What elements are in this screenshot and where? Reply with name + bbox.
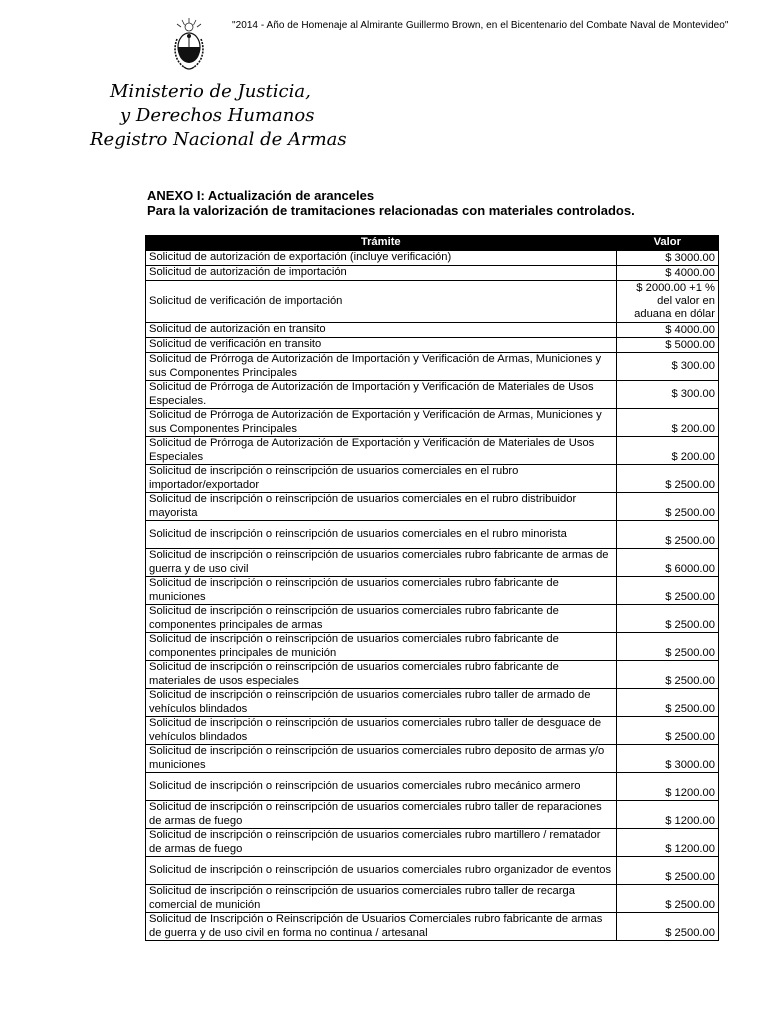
table-row xyxy=(146,465,719,493)
cell-valor: $ 2500.00 xyxy=(616,717,718,745)
cell-tramite: Solicitud de inscripción o reinscripción de usuarios comerciales rubro taller de recarga comercial de munición xyxy=(146,885,617,913)
cell-tramite: Solicitud de Prórroga de Autorización de Importación y Verificación de Materiales de Usos Especiales. xyxy=(146,381,617,409)
ministry-line-1: Ministerio de Justicia, xyxy=(110,81,311,102)
table-row xyxy=(146,437,719,465)
cell-tramite: Solicitud de inscripción o reinscripción de usuarios comerciales rubro fabricante de componentes principales de munición xyxy=(146,633,617,661)
cell-valor: $ 2500.00 xyxy=(616,885,718,913)
ministry-heading xyxy=(90,80,347,152)
cell-tramite: Solicitud de inscripción o reinscripción de usuarios comerciales rubro mecánico armero xyxy=(146,773,617,801)
cell-valor: $ 3000.00 xyxy=(616,745,718,773)
table-row xyxy=(146,689,719,717)
table-row xyxy=(146,493,719,521)
cell-tramite: Solicitud de inscripción o reinscripción de usuarios comerciales rubro deposito de armas y/o municiones xyxy=(146,745,617,773)
cell-valor: $ 2500.00 xyxy=(616,857,718,885)
table-row xyxy=(146,857,719,885)
cell-valor: $ 2500.00 xyxy=(616,521,718,549)
table-row xyxy=(146,577,719,605)
table-row xyxy=(146,549,719,577)
cell-valor: $ 200.00 xyxy=(616,409,718,437)
cell-valor: $ 4000.00 xyxy=(616,266,718,281)
cell-valor: $ 2500.00 xyxy=(616,605,718,633)
cell-valor: $ 5000.00 xyxy=(616,338,718,353)
table-row xyxy=(146,323,719,338)
cell-tramite: Solicitud de autorización en transito xyxy=(146,323,617,338)
coat-of-arms-icon xyxy=(172,17,206,73)
table-row xyxy=(146,251,719,266)
cell-tramite: Solicitud de autorización de importación xyxy=(146,266,617,281)
table-row xyxy=(146,913,719,941)
header-quote: "2014 - Año de Homenaje al Almirante Guillermo Brown, en el Bicentenario del Combate Naval de Montevideo" xyxy=(232,20,729,31)
header-valor: Valor xyxy=(616,236,718,251)
cell-valor: $ 2000.00 +1 % del valor en aduana en dólar xyxy=(616,281,718,323)
cell-tramite: Solicitud de inscripción o reinscripción de usuarios comerciales rubro fabricante de armas de guerra y de uso civil xyxy=(146,549,617,577)
cell-valor: $ 4000.00 xyxy=(616,323,718,338)
cell-valor: $ 2500.00 xyxy=(616,633,718,661)
cell-tramite: Solicitud de Prórroga de Autorización de Exportación y Verificación de Armas, Municiones y sus Componentes Principales xyxy=(146,409,617,437)
table-row xyxy=(146,281,719,323)
cell-valor: $ 2500.00 xyxy=(616,913,718,941)
cell-tramite: Solicitud de inscripción o reinscripción de usuarios comerciales rubro organizador de eventos xyxy=(146,857,617,885)
table-row xyxy=(146,605,719,633)
cell-valor: $ 2500.00 xyxy=(616,465,718,493)
table-row xyxy=(146,521,719,549)
cell-tramite: Solicitud de Inscripción o Reinscripción de Usuarios Comerciales rubro fabricante de armas de guerra y de uso civil en forma no continua / artesanal xyxy=(146,913,617,941)
cell-tramite: Solicitud de inscripción o reinscripción de usuarios comerciales en el rubro importador/exportador xyxy=(146,465,617,493)
cell-tramite: Solicitud de inscripción o reinscripción de usuarios comerciales rubro taller de desguace de vehículos blindados xyxy=(146,717,617,745)
table-header-row xyxy=(146,236,719,251)
table-row xyxy=(146,353,719,381)
cell-tramite: Solicitud de inscripción o reinscripción de usuarios comerciales rubro fabricante de materiales de usos especiales xyxy=(146,661,617,689)
cell-tramite: Solicitud de inscripción o reinscripción de usuarios comerciales rubro martillero / rematador de armas de fuego xyxy=(146,829,617,857)
table-row xyxy=(146,885,719,913)
cell-valor: $ 2500.00 xyxy=(616,689,718,717)
cell-valor: $ 1200.00 xyxy=(616,773,718,801)
cell-valor: $ 300.00 xyxy=(616,381,718,409)
cell-valor: $ 2500.00 xyxy=(616,661,718,689)
cell-valor: $ 2500.00 xyxy=(616,493,718,521)
table-row xyxy=(146,801,719,829)
annex-title: ANEXO I: Actualización de aranceles xyxy=(147,188,375,203)
cell-tramite: Solicitud de inscripción o reinscripción de usuarios comerciales rubro taller de armado de vehículos blindados xyxy=(146,689,617,717)
cell-valor: $ 6000.00 xyxy=(616,549,718,577)
cell-tramite: Solicitud de Prórroga de Autorización de Importación y Verificación de Armas, Municiones y sus Componentes Principales xyxy=(146,353,617,381)
cell-tramite: Solicitud de inscripción o reinscripción de usuarios comerciales rubro fabricante de municiones xyxy=(146,577,617,605)
cell-valor: $ 1200.00 xyxy=(616,829,718,857)
header-tramite: Trámite xyxy=(146,236,617,251)
table-row xyxy=(146,829,719,857)
cell-tramite: Solicitud de autorización de exportación (incluye verificación) xyxy=(146,251,617,266)
cell-valor: $ 2500.00 xyxy=(616,577,718,605)
cell-valor: $ 1200.00 xyxy=(616,801,718,829)
cell-tramite: Solicitud de inscripción o reinscripción de usuarios comerciales rubro taller de reparaciones de armas de fuego xyxy=(146,801,617,829)
ministry-line-3: Registro Nacional de Armas xyxy=(90,129,347,150)
cell-tramite: Solicitud de Prórroga de Autorización de Exportación y Verificación de Materiales de Usos Especiales xyxy=(146,437,617,465)
cell-tramite: Solicitud de inscripción o reinscripción de usuarios comerciales en el rubro distribuidor mayorista xyxy=(146,493,617,521)
table-row xyxy=(146,381,719,409)
annex-heading xyxy=(147,188,635,218)
table-row xyxy=(146,266,719,281)
table-row xyxy=(146,773,719,801)
table-row xyxy=(146,633,719,661)
cell-valor: $ 200.00 xyxy=(616,437,718,465)
table-row xyxy=(146,745,719,773)
table-row xyxy=(146,338,719,353)
table-row xyxy=(146,661,719,689)
cell-tramite: Solicitud de verificación de importación xyxy=(146,281,617,323)
ministry-line-2: y Derechos Humanos xyxy=(120,105,315,126)
table-row xyxy=(146,717,719,745)
cell-tramite: Solicitud de inscripción o reinscripción de usuarios comerciales en el rubro minorista xyxy=(146,521,617,549)
cell-tramite: Solicitud de verificación en transito xyxy=(146,338,617,353)
cell-valor: $ 300.00 xyxy=(616,353,718,381)
cell-tramite: Solicitud de inscripción o reinscripción de usuarios comerciales rubro fabricante de componentes principales de armas xyxy=(146,605,617,633)
table-row xyxy=(146,409,719,437)
annex-subtitle: Para la valorización de tramitaciones relacionadas con materiales controlados. xyxy=(147,203,635,218)
cell-valor: $ 3000.00 xyxy=(616,251,718,266)
fees-table xyxy=(145,235,719,941)
